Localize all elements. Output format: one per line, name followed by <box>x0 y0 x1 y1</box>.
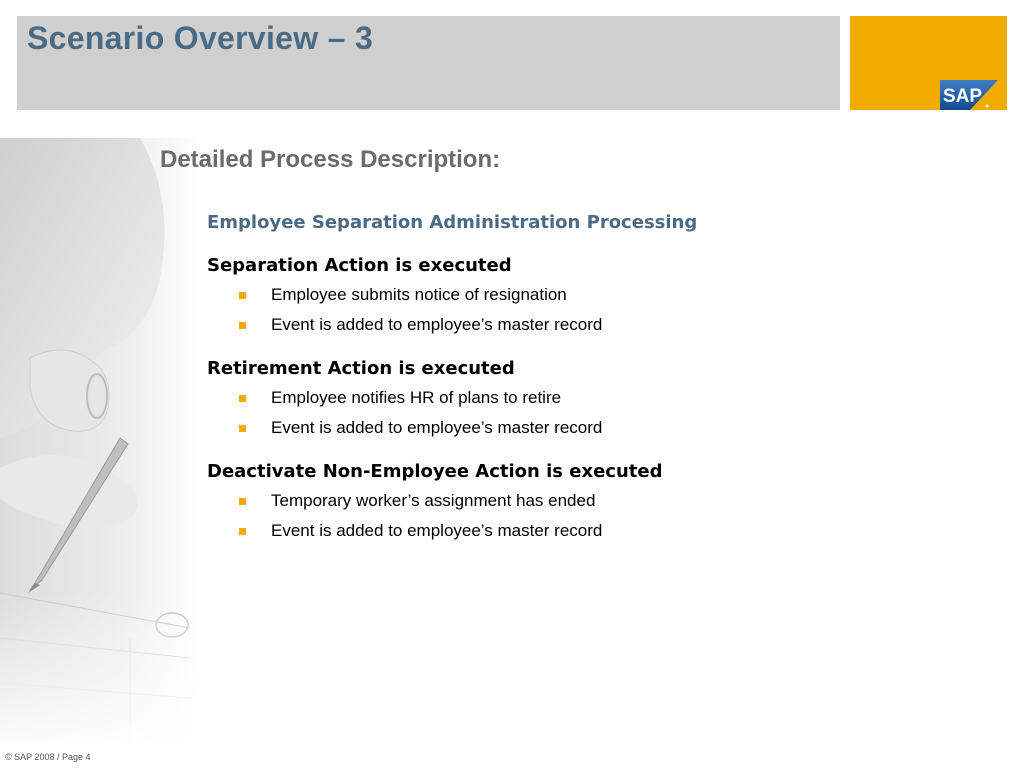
action-heading: Separation Action is executed <box>207 255 512 276</box>
list-item <box>207 413 967 443</box>
footer-copyright: © SAP 2008 / Page 4 <box>5 752 91 762</box>
action-block-deactivate <box>207 458 967 546</box>
action-block-separation <box>207 252 967 340</box>
list-item-text: Event is added to employee’s master record <box>271 521 603 540</box>
list-item <box>207 516 967 546</box>
action-heading: Deactivate Non-Employee Action is executed <box>207 461 663 482</box>
subheading: Employee Separation Administration Processing <box>207 212 698 233</box>
list-item <box>207 310 967 340</box>
list-item <box>207 383 967 413</box>
bullet-list <box>207 486 967 546</box>
title-bar <box>17 16 840 110</box>
process-description <box>207 209 967 561</box>
action-heading: Retirement Action is executed <box>207 358 515 379</box>
bullet-list <box>207 383 967 443</box>
square-bullet-icon <box>239 528 246 535</box>
list-item-text: Event is added to employee’s master record <box>271 315 603 334</box>
square-bullet-icon <box>239 395 246 402</box>
square-bullet-icon <box>239 425 246 432</box>
list-item-text: Employee notifies HR of plans to retire <box>271 388 562 407</box>
list-item-text: Event is added to employee’s master record <box>271 418 603 437</box>
square-bullet-icon <box>239 322 246 329</box>
list-item <box>207 486 967 516</box>
square-bullet-icon <box>239 292 246 299</box>
square-bullet-icon <box>239 498 246 505</box>
sap-logo <box>940 80 998 110</box>
logo-box <box>850 16 1007 110</box>
list-item-text: Employee submits notice of resignation <box>271 285 567 304</box>
section-title: Detailed Process Description: <box>160 146 501 173</box>
sap-logo-text: SAP <box>943 86 983 107</box>
hand-with-pen-photo <box>0 138 200 744</box>
action-block-retirement <box>207 355 967 443</box>
page-title: Scenario Overview – 3 <box>27 20 374 56</box>
list-item-text: Temporary worker’s assignment has ended <box>271 491 596 510</box>
bullet-list <box>207 280 967 340</box>
list-item <box>207 280 967 310</box>
